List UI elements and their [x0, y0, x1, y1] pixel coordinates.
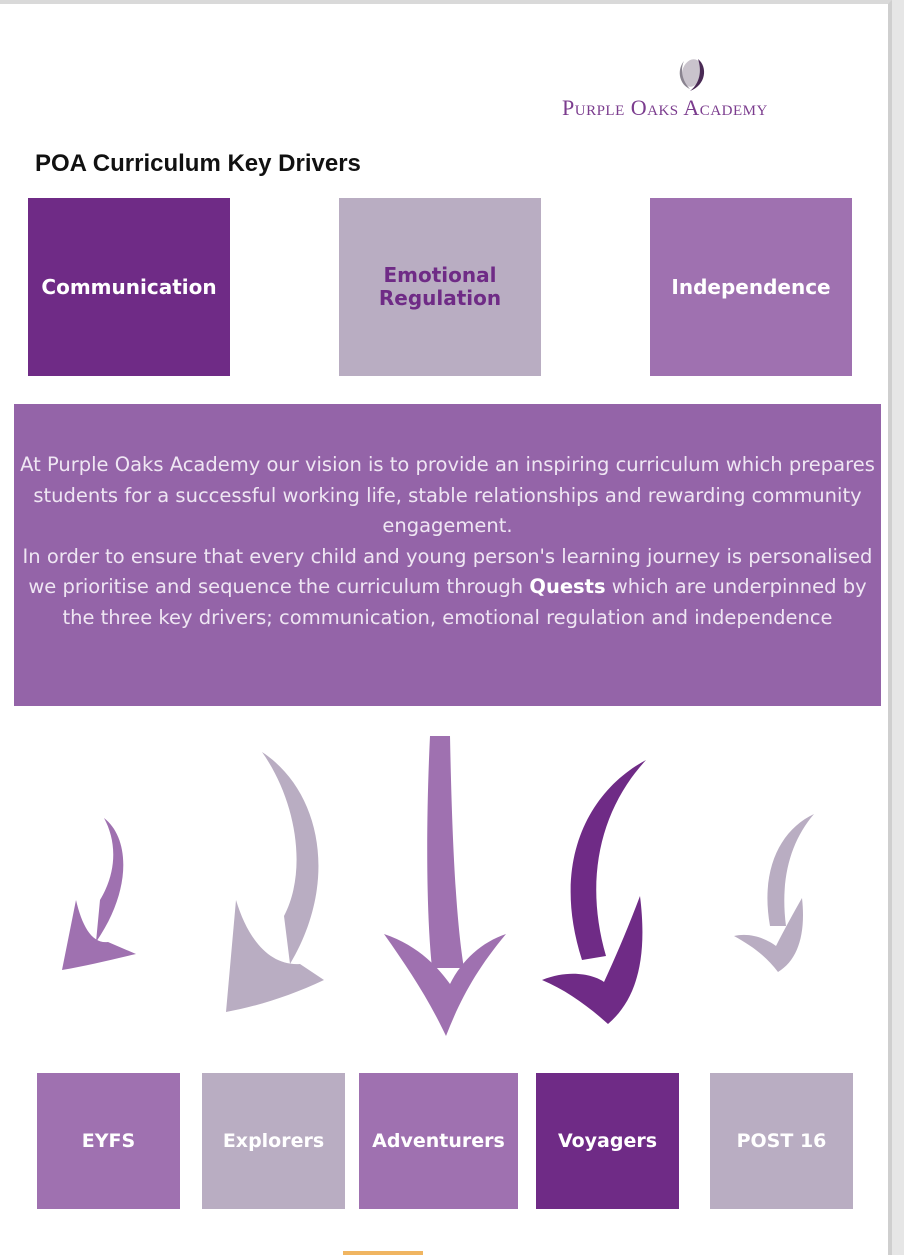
driver-independence: [650, 198, 852, 376]
stage-voyagers: [536, 1073, 679, 1209]
viewer-scroll-edge: [892, 0, 904, 1255]
curved-arrow-icon: [542, 760, 646, 1024]
vision-paragraph-2: [20, 542, 875, 634]
academy-logo: [560, 55, 820, 125]
curved-arrow-icon: [62, 818, 136, 970]
driver-label: Emotional Regulation: [378, 263, 502, 310]
vision-text: which are underpinned by the three key drivers; communication, emotional regulation and independence: [62, 575, 867, 629]
vision-text: In order to ensure that every child and young person's learning journey is personalised we prioritise and sequence the curriculum through: [22, 544, 873, 599]
stage-adventurers: [359, 1073, 518, 1209]
stage-eyfs: [37, 1073, 180, 1209]
stage-label: Explorers: [222, 1130, 325, 1152]
logo-wordmark: Purple Oaks Academy: [562, 95, 768, 120]
quests-emphasis: Quests: [529, 575, 606, 599]
driver-communication: [28, 198, 230, 376]
driver-label: Communication: [41, 274, 217, 299]
purple-oaks-swoosh-icon: [670, 55, 710, 95]
stage-post-16: [710, 1073, 853, 1209]
stage-explorers: [202, 1073, 345, 1209]
driver-emotional-regulation: [339, 198, 541, 376]
stage-label: EYFS: [81, 1130, 136, 1152]
page-title: POA Curriculum Key Drivers: [35, 150, 361, 177]
stage-label: POST 16: [736, 1130, 827, 1152]
vision-paragraph-1: At Purple Oaks Academy our vision is to provide an inspiring curriculum which prepares students for a successful working life, stable relationships and rewarding community engagement.: [20, 453, 875, 538]
curved-arrow-icon: [226, 752, 324, 1012]
stage-label: Voyagers: [557, 1130, 658, 1152]
vision-statement: [14, 404, 881, 706]
stage-label: Adventurers: [372, 1130, 505, 1152]
curved-arrow-icon: [384, 736, 506, 1036]
driver-label: Independence: [671, 274, 831, 299]
viewer-page-indicator: [343, 1251, 423, 1255]
curved-arrow-icon: [734, 814, 814, 972]
arrows-graphic: [0, 720, 904, 1060]
